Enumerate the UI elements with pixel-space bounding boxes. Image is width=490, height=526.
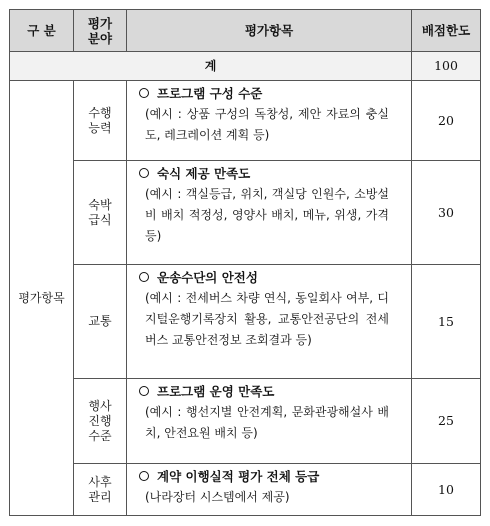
category-line: 숙박 <box>88 197 112 212</box>
item-title-text: 숙식 제공 만족도 <box>157 166 251 181</box>
category-line: 관리 <box>88 489 112 504</box>
item-points: 30 <box>412 161 481 265</box>
item-points: 10 <box>412 464 481 516</box>
total-label: 계 <box>10 52 412 81</box>
circle-bullet-icon <box>139 471 149 481</box>
header-division: 구 분 <box>10 10 74 52</box>
item-description: (예시 : 객실등급, 위치, 객실당 인원수, 소방설비 배치 적정성, 영양사 배치, 메뉴, 위생, 가격 등) <box>145 187 389 243</box>
item-title-text: 운송수단의 안전성 <box>157 270 258 285</box>
table-row <box>10 265 481 379</box>
table-row <box>10 464 481 516</box>
header-area-line-1: 평가 <box>87 15 113 31</box>
item-cell <box>127 265 412 379</box>
table-row <box>10 161 481 265</box>
evaluation-table-container <box>9 9 480 516</box>
header-row <box>10 10 481 52</box>
category-line: 진행 <box>88 413 112 428</box>
category-cell <box>74 161 127 265</box>
circle-bullet-icon <box>139 272 149 282</box>
total-points: 100 <box>412 52 481 81</box>
header-evaluation-area <box>74 10 127 52</box>
item-points: 25 <box>412 379 481 464</box>
total-row <box>10 52 481 81</box>
category-line: 급식 <box>88 212 112 227</box>
category-cell <box>74 81 127 161</box>
category-line: 능력 <box>88 120 112 135</box>
item-description: (나라장터 시스템에서 제공) <box>145 490 290 504</box>
item-title-text: 프로그램 운영 만족도 <box>157 384 275 399</box>
table-row <box>10 379 481 464</box>
item-cell <box>127 161 412 265</box>
header-max-points: 배점한도 <box>412 10 481 52</box>
item-title <box>139 268 403 288</box>
item-cell <box>127 81 412 161</box>
item-description: (예시 : 전세버스 차량 연식, 동일회사 여부, 디지털운행기록장치 활용, 교통안전공단의 전세버스 교통안전정보 조회결과 등) <box>145 291 389 347</box>
category-cell <box>74 379 127 464</box>
category-line: 행사 <box>88 398 112 413</box>
header-area-line-2: 분야 <box>87 30 113 46</box>
table-row <box>10 81 481 161</box>
circle-bullet-icon <box>139 168 149 178</box>
item-title <box>139 467 403 487</box>
category-cell <box>74 265 127 379</box>
group-label: 평가항목 <box>10 81 74 516</box>
item-title <box>139 84 403 104</box>
item-points: 15 <box>412 265 481 379</box>
item-title-text: 프로그램 구성 수준 <box>157 86 263 101</box>
item-title <box>139 164 403 184</box>
evaluation-criteria-table <box>9 9 481 516</box>
item-cell <box>127 464 412 516</box>
item-cell <box>127 379 412 464</box>
circle-bullet-icon <box>139 88 149 98</box>
category-line: 사후 <box>88 474 112 489</box>
item-description: (예시 : 상품 구성의 독창성, 제안 자료의 충실도, 레크레이션 계획 등) <box>145 107 389 142</box>
circle-bullet-icon <box>139 386 149 396</box>
item-title <box>139 382 403 402</box>
category-line: 수행 <box>88 105 112 120</box>
item-description: (예시 : 행선지별 안전계획, 문화관광해설사 배치, 안전요원 배치 등) <box>145 405 389 440</box>
category-line: 교통 <box>88 314 112 328</box>
header-evaluation-items: 평가항목 <box>127 10 412 52</box>
item-title-text: 계약 이행실적 평가 전체 등급 <box>157 469 320 484</box>
category-cell <box>74 464 127 516</box>
item-points: 20 <box>412 81 481 161</box>
category-line: 수준 <box>88 428 112 443</box>
